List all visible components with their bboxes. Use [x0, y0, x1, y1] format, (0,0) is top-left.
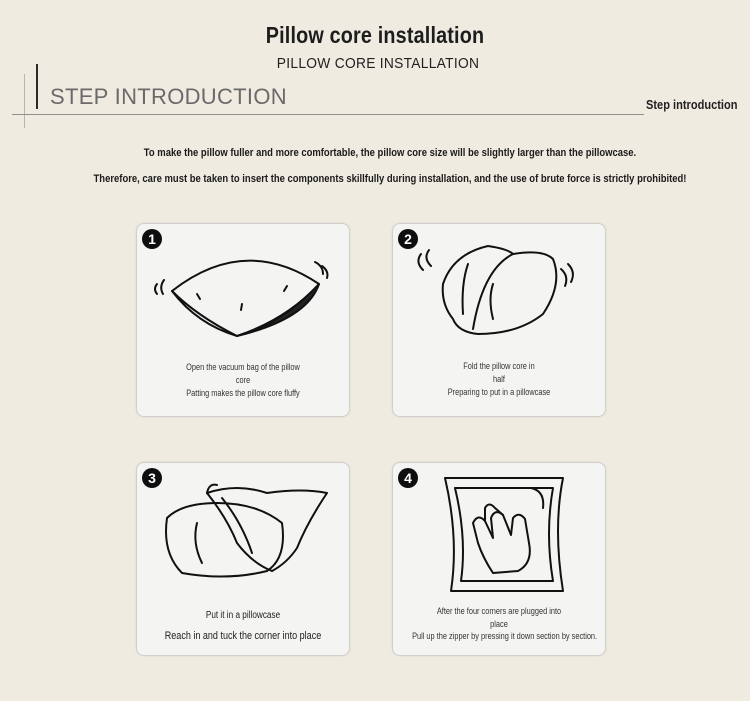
heading-accent-bar: [36, 64, 38, 109]
section-side-label: Step introduction: [646, 97, 738, 112]
step-1-caption-line-1: Open the vacuum bag of the pillow: [186, 362, 300, 372]
page-title: Pillow core installation: [265, 22, 485, 48]
intro-line-1: To make the pillow fuller and more comfortable, the pillow core size will be slightly larger than the pillowcase.: [143, 147, 637, 159]
step-badge-1: 1: [142, 229, 162, 249]
step-badge-4: 4: [398, 468, 418, 488]
step-1-caption-line-2: core: [235, 375, 251, 385]
step-card-1: [136, 223, 350, 417]
step-badge-3: 3: [142, 468, 162, 488]
step-3-caption-line-2: Reach in and tuck the corner into place: [164, 630, 322, 642]
step-4-caption-line-1: After the four corners are plugged into: [436, 606, 562, 616]
step-2-caption-line-2: half: [493, 374, 505, 384]
step-1-caption-line-3: Patting makes the pillow core fluffy: [186, 388, 300, 398]
step-badge-2: 2: [398, 229, 418, 249]
step-card-3: [136, 462, 350, 656]
step-card-4: [392, 462, 606, 656]
step-2-caption-line-3: Preparing to put in a pillowcase: [447, 387, 551, 397]
intro-line-2: Therefore, care must be taken to insert the components skillfully during installation, and the use of brute force is strictly prohibited!: [93, 173, 687, 185]
section-heading: STEP INTRODUCTION: [50, 84, 287, 109]
step-2-caption-line-1: Fold the pillow core in: [463, 361, 535, 371]
step-3-caption-line-1: Put it in a pillowcase: [205, 610, 281, 621]
heading-accent-line: [24, 74, 25, 128]
step-4-caption-line-2: place: [490, 619, 508, 629]
step-card-2: [392, 223, 606, 417]
step-4-caption-line-3: Pull up the zipper by pressing it down section by section.: [412, 631, 598, 641]
page-subtitle: PILLOW CORE INSTALLATION: [276, 55, 480, 72]
insert-pillowcase-icon: [137, 463, 349, 655]
heading-divider: [12, 114, 644, 115]
